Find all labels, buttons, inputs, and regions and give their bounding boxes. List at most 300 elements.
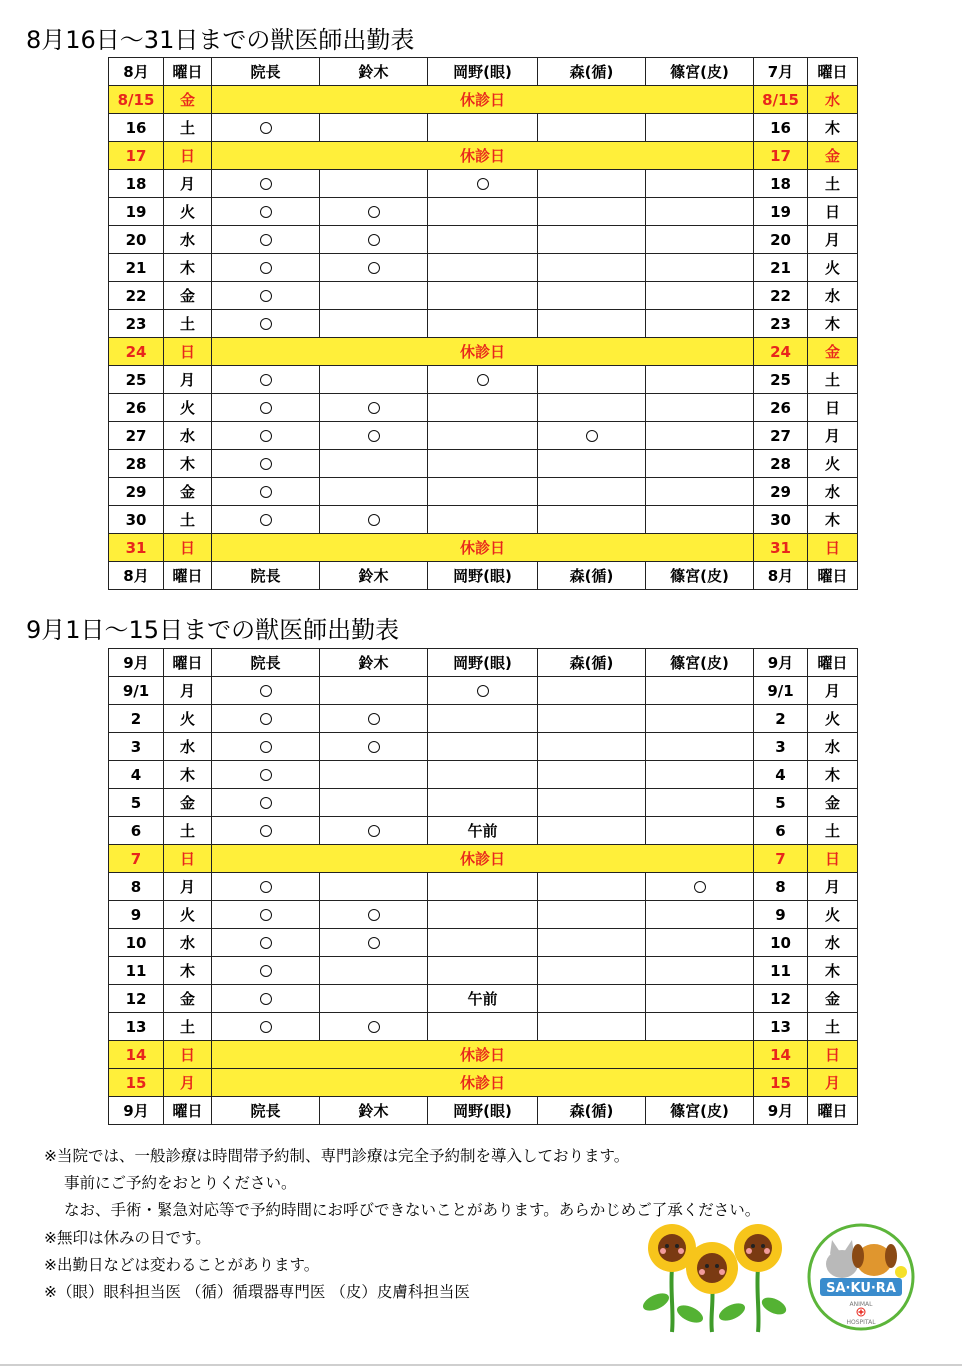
director-attendance-cell [212, 478, 320, 506]
weekday-cell: 金 [164, 478, 212, 506]
date-cell: 16 [109, 114, 164, 142]
attendance-circle-icon [260, 318, 272, 330]
okano-attendance-cell [428, 226, 538, 254]
director-attendance-cell [212, 366, 320, 394]
table-header-row-cell: 9月 [754, 649, 808, 677]
okano-attendance-cell [428, 929, 538, 957]
date-right-cell: 23 [754, 310, 808, 338]
attendance-circle-icon [368, 713, 380, 725]
attendance-circle-icon [368, 937, 380, 949]
table-row [109, 114, 858, 142]
table-footer-row-cell: 9月 [754, 1097, 808, 1125]
table-footer-row-cell: 森(循) [538, 562, 646, 590]
date-cell: 12 [109, 985, 164, 1013]
attendance-circle-icon [368, 234, 380, 246]
date-right-cell: 30 [754, 506, 808, 534]
date-right-cell: 24 [754, 338, 808, 366]
mori-attendance-cell [538, 1013, 646, 1041]
date-cell: 17 [109, 142, 164, 170]
shinomiya-attendance-cell [646, 422, 754, 450]
weekday-right-cell: 土 [808, 170, 858, 198]
date-cell: 14 [109, 1041, 164, 1069]
table-header-row-cell: 曜日 [164, 649, 212, 677]
table-row [109, 142, 858, 170]
date-cell: 24 [109, 338, 164, 366]
weekday-right-cell: 日 [808, 534, 858, 562]
attendance-circle-icon [260, 430, 272, 442]
table-row [109, 901, 858, 929]
table-footer-row-cell: 8月 [754, 562, 808, 590]
table-row [109, 450, 858, 478]
weekday-right-cell: 日 [808, 198, 858, 226]
okano-attendance-cell [428, 789, 538, 817]
closed-day-cell: 休診日 [212, 534, 754, 562]
mori-attendance-cell [538, 873, 646, 901]
table-row [109, 534, 858, 562]
table-footer-row-cell: 曜日 [808, 1097, 858, 1125]
okano-attendance-cell [428, 873, 538, 901]
mori-attendance-cell [538, 817, 646, 845]
date-right-cell: 9/1 [754, 677, 808, 705]
director-attendance-cell [212, 705, 320, 733]
table-row [109, 394, 858, 422]
okano-attendance-cell [428, 705, 538, 733]
date-cell: 13 [109, 1013, 164, 1041]
sakura-hospital-logo [806, 1222, 916, 1332]
weekday-cell: 水 [164, 226, 212, 254]
closed-day-cell: 休診日 [212, 1041, 754, 1069]
mori-attendance-cell [538, 733, 646, 761]
table-row [109, 170, 858, 198]
weekday-cell: 月 [164, 873, 212, 901]
table-header-row [109, 58, 858, 86]
weekday-cell: 木 [164, 761, 212, 789]
bottom-divider [0, 1364, 962, 1366]
suzuki-attendance-cell [320, 733, 428, 761]
weekday-right-cell: 月 [808, 873, 858, 901]
table-row [109, 789, 858, 817]
okano-attendance-cell [428, 506, 538, 534]
date-cell: 19 [109, 198, 164, 226]
date-cell: 31 [109, 534, 164, 562]
okano-attendance-cell [428, 677, 538, 705]
weekday-right-cell: 木 [808, 114, 858, 142]
director-attendance-cell [212, 985, 320, 1013]
date-right-cell: 12 [754, 985, 808, 1013]
table-row [109, 1013, 858, 1041]
mori-attendance-cell [538, 422, 646, 450]
date-cell: 25 [109, 366, 164, 394]
director-attendance-cell [212, 450, 320, 478]
table-row [109, 478, 858, 506]
date-cell: 11 [109, 957, 164, 985]
note-reservation-delay: なお、手術・緊急対応等で予約時間にお呼びできないことがあります。あらかじめご了承ください。 [64, 1201, 761, 1220]
okano-attendance-cell [428, 394, 538, 422]
weekday-right-cell: 日 [808, 1041, 858, 1069]
weekday-right-cell: 金 [808, 789, 858, 817]
table-row [109, 506, 858, 534]
suzuki-attendance-cell [320, 506, 428, 534]
weekday-cell: 木 [164, 957, 212, 985]
suzuki-attendance-cell [320, 226, 428, 254]
weekday-right-cell: 月 [808, 1069, 858, 1097]
attendance-circle-icon [694, 881, 706, 893]
okano-attendance-cell [428, 957, 538, 985]
shinomiya-attendance-cell [646, 506, 754, 534]
weekday-cell: 金 [164, 86, 212, 114]
table-footer-row-cell: 院長 [212, 1097, 320, 1125]
attendance-circle-icon [260, 402, 272, 414]
table-header-row-cell: 森(循) [538, 649, 646, 677]
date-right-cell: 17 [754, 142, 808, 170]
date-right-cell: 10 [754, 929, 808, 957]
okano-attendance-cell [428, 450, 538, 478]
director-attendance-cell [212, 114, 320, 142]
table-row [109, 1069, 858, 1097]
weekday-cell: 木 [164, 254, 212, 282]
date-right-cell: 11 [754, 957, 808, 985]
date-cell: 30 [109, 506, 164, 534]
mori-attendance-cell [538, 310, 646, 338]
okano-attendance-cell [428, 1013, 538, 1041]
weekday-cell: 水 [164, 929, 212, 957]
director-attendance-cell [212, 394, 320, 422]
table-row [109, 338, 858, 366]
shinomiya-attendance-cell [646, 789, 754, 817]
mori-attendance-cell [538, 761, 646, 789]
okano-attendance-cell [428, 254, 538, 282]
okano-attendance-cell [428, 733, 538, 761]
table-row [109, 985, 858, 1013]
date-right-cell: 29 [754, 478, 808, 506]
mori-attendance-cell [538, 789, 646, 817]
weekday-right-cell: 日 [808, 845, 858, 873]
table-header-row-cell: 岡野(眼) [428, 58, 538, 86]
table-header-row-cell: 岡野(眼) [428, 649, 538, 677]
date-cell: 4 [109, 761, 164, 789]
date-cell: 21 [109, 254, 164, 282]
date-right-cell: 8/15 [754, 86, 808, 114]
attendance-circle-icon [586, 430, 598, 442]
table-header-row-cell: 9月 [109, 649, 164, 677]
suzuki-attendance-cell [320, 394, 428, 422]
table-row [109, 929, 858, 957]
suzuki-attendance-cell [320, 254, 428, 282]
weekday-cell: 月 [164, 170, 212, 198]
shinomiya-attendance-cell [646, 957, 754, 985]
attendance-circle-icon [260, 993, 272, 1005]
director-attendance-cell [212, 422, 320, 450]
weekday-cell: 金 [164, 985, 212, 1013]
attendance-circle-icon [368, 514, 380, 526]
date-right-cell: 13 [754, 1013, 808, 1041]
table-footer-row-cell: 篠宮(皮) [646, 562, 754, 590]
note-specialties: ※（眼）眼科担当医 （循）循環器専門医 （皮）皮膚科担当医 [44, 1283, 470, 1302]
date-right-cell: 6 [754, 817, 808, 845]
weekday-right-cell: 月 [808, 226, 858, 254]
weekday-cell: 月 [164, 677, 212, 705]
table-header-row-cell: 曜日 [164, 58, 212, 86]
date-right-cell: 22 [754, 282, 808, 310]
mori-attendance-cell [538, 198, 646, 226]
attendance-circle-icon [260, 234, 272, 246]
date-cell: 5 [109, 789, 164, 817]
table-header-row [109, 649, 858, 677]
shinomiya-attendance-cell [646, 226, 754, 254]
date-right-cell: 25 [754, 366, 808, 394]
okano-attendance-cell [428, 198, 538, 226]
director-attendance-cell [212, 957, 320, 985]
weekday-right-cell: 月 [808, 677, 858, 705]
shinomiya-attendance-cell [646, 282, 754, 310]
table-footer-row-cell: 篠宮(皮) [646, 1097, 754, 1125]
date-right-cell: 8 [754, 873, 808, 901]
attendance-circle-icon [260, 178, 272, 190]
shinomiya-attendance-cell [646, 1013, 754, 1041]
date-cell: 9 [109, 901, 164, 929]
okano-attendance-cell [428, 901, 538, 929]
mori-attendance-cell [538, 506, 646, 534]
note-reservation-advance: 事前にご予約をおとりください。 [64, 1174, 297, 1193]
director-attendance-cell [212, 817, 320, 845]
attendance-circle-icon [260, 262, 272, 274]
suzuki-attendance-cell [320, 198, 428, 226]
table-footer-row-cell: 曜日 [164, 1097, 212, 1125]
weekday-cell: 火 [164, 705, 212, 733]
weekday-cell: 土 [164, 1013, 212, 1041]
closed-day-cell: 休診日 [212, 86, 754, 114]
weekday-right-cell: 火 [808, 254, 858, 282]
shinomiya-attendance-cell [646, 394, 754, 422]
weekday-right-cell: 日 [808, 394, 858, 422]
mori-attendance-cell [538, 929, 646, 957]
table-row [109, 845, 858, 873]
attendance-circle-icon [260, 514, 272, 526]
weekday-cell: 木 [164, 450, 212, 478]
weekday-cell: 月 [164, 366, 212, 394]
closed-day-cell: 休診日 [212, 142, 754, 170]
weekday-right-cell: 木 [808, 957, 858, 985]
okano-attendance-cell: 午前 [428, 817, 538, 845]
table-row [109, 733, 858, 761]
attendance-circle-icon [368, 825, 380, 837]
attendance-circle-icon [260, 122, 272, 134]
logo-name: SA·KU·RA [826, 1281, 896, 1296]
date-right-cell: 28 [754, 450, 808, 478]
table-row [109, 226, 858, 254]
date-right-cell: 18 [754, 170, 808, 198]
table-row [109, 705, 858, 733]
date-cell: 28 [109, 450, 164, 478]
table-header-row-cell: 曜日 [808, 649, 858, 677]
suzuki-attendance-cell [320, 114, 428, 142]
table-row [109, 198, 858, 226]
director-attendance-cell [212, 254, 320, 282]
attendance-circle-icon [260, 741, 272, 753]
weekday-cell: 日 [164, 142, 212, 170]
attendance-circle-icon [260, 937, 272, 949]
shinomiya-attendance-cell [646, 733, 754, 761]
table-row [109, 873, 858, 901]
schedule-table-august [108, 57, 858, 590]
mori-attendance-cell [538, 478, 646, 506]
attendance-circle-icon [368, 909, 380, 921]
date-cell: 2 [109, 705, 164, 733]
mori-attendance-cell [538, 282, 646, 310]
date-right-cell: 19 [754, 198, 808, 226]
attendance-circle-icon [368, 1021, 380, 1033]
date-cell: 7 [109, 845, 164, 873]
date-cell: 22 [109, 282, 164, 310]
shinomiya-attendance-cell [646, 310, 754, 338]
attendance-circle-icon [368, 430, 380, 442]
table-footer-row [109, 562, 858, 590]
table-footer-row-cell: 岡野(眼) [428, 1097, 538, 1125]
director-attendance-cell [212, 226, 320, 254]
date-cell: 26 [109, 394, 164, 422]
attendance-circle-icon [260, 713, 272, 725]
suzuki-attendance-cell [320, 366, 428, 394]
table-footer-row-cell: 8月 [109, 562, 164, 590]
shinomiya-attendance-cell [646, 901, 754, 929]
weekday-cell: 日 [164, 338, 212, 366]
director-attendance-cell [212, 170, 320, 198]
date-right-cell: 20 [754, 226, 808, 254]
suzuki-attendance-cell [320, 789, 428, 817]
table-row [109, 1041, 858, 1069]
date-cell: 10 [109, 929, 164, 957]
weekday-right-cell: 水 [808, 86, 858, 114]
weekday-right-cell: 木 [808, 761, 858, 789]
mori-attendance-cell [538, 394, 646, 422]
sunflowers-illustration [632, 1222, 792, 1334]
mori-attendance-cell [538, 226, 646, 254]
shinomiya-attendance-cell [646, 817, 754, 845]
table-header-row-cell: 院長 [212, 649, 320, 677]
table-header-row-cell: 院長 [212, 58, 320, 86]
shinomiya-attendance-cell [646, 677, 754, 705]
shinomiya-attendance-cell [646, 450, 754, 478]
weekday-right-cell: 木 [808, 506, 858, 534]
table-header-row-cell: 曜日 [808, 58, 858, 86]
weekday-right-cell: 水 [808, 733, 858, 761]
date-right-cell: 7 [754, 845, 808, 873]
shinomiya-attendance-cell [646, 254, 754, 282]
mori-attendance-cell [538, 705, 646, 733]
weekday-cell: 金 [164, 789, 212, 817]
date-right-cell: 27 [754, 422, 808, 450]
table-footer-row-cell: 9月 [109, 1097, 164, 1125]
suzuki-attendance-cell [320, 422, 428, 450]
date-cell: 15 [109, 1069, 164, 1097]
date-right-cell: 15 [754, 1069, 808, 1097]
suzuki-attendance-cell [320, 901, 428, 929]
logo-sub-animal: ANIMAL [849, 1301, 873, 1308]
mori-attendance-cell [538, 677, 646, 705]
attendance-circle-icon [260, 458, 272, 470]
shinomiya-attendance-cell [646, 114, 754, 142]
attendance-circle-icon [260, 374, 272, 386]
okano-attendance-cell [428, 170, 538, 198]
attendance-circle-icon [260, 486, 272, 498]
closed-day-cell: 休診日 [212, 1069, 754, 1097]
table-row [109, 254, 858, 282]
mori-attendance-cell [538, 450, 646, 478]
table-footer-row-cell: 院長 [212, 562, 320, 590]
date-right-cell: 5 [754, 789, 808, 817]
attendance-circle-icon [260, 797, 272, 809]
date-cell: 29 [109, 478, 164, 506]
mori-attendance-cell [538, 254, 646, 282]
date-cell: 8 [109, 873, 164, 901]
mori-attendance-cell [538, 170, 646, 198]
weekday-right-cell: 水 [808, 282, 858, 310]
weekday-right-cell: 月 [808, 422, 858, 450]
director-attendance-cell [212, 506, 320, 534]
attendance-circle-icon [260, 965, 272, 977]
director-attendance-cell [212, 929, 320, 957]
table-row [109, 957, 858, 985]
date-right-cell: 26 [754, 394, 808, 422]
director-attendance-cell [212, 198, 320, 226]
weekday-cell: 日 [164, 1041, 212, 1069]
director-attendance-cell [212, 873, 320, 901]
table-header-row-cell: 8月 [109, 58, 164, 86]
weekday-cell: 水 [164, 422, 212, 450]
okano-attendance-cell [428, 366, 538, 394]
shinomiya-attendance-cell [646, 985, 754, 1013]
weekday-right-cell: 金 [808, 985, 858, 1013]
date-right-cell: 2 [754, 705, 808, 733]
weekday-cell: 土 [164, 506, 212, 534]
shinomiya-attendance-cell [646, 170, 754, 198]
table-footer-row-cell: 曜日 [164, 562, 212, 590]
table-header-row-cell: 鈴木 [320, 58, 428, 86]
okano-attendance-cell [428, 761, 538, 789]
weekday-right-cell: 土 [808, 817, 858, 845]
suzuki-attendance-cell [320, 957, 428, 985]
date-cell: 18 [109, 170, 164, 198]
table-footer-row-cell: 曜日 [808, 562, 858, 590]
director-attendance-cell [212, 1013, 320, 1041]
shinomiya-attendance-cell [646, 873, 754, 901]
table-footer-row-cell: 森(循) [538, 1097, 646, 1125]
attendance-circle-icon [260, 206, 272, 218]
attendance-circle-icon [260, 1021, 272, 1033]
shinomiya-attendance-cell [646, 761, 754, 789]
weekday-cell: 火 [164, 394, 212, 422]
schedule-table-september [108, 648, 858, 1125]
table-header-row-cell: 鈴木 [320, 649, 428, 677]
suzuki-attendance-cell [320, 817, 428, 845]
table-row [109, 677, 858, 705]
suzuki-attendance-cell [320, 1013, 428, 1041]
table-header-row-cell: 篠宮(皮) [646, 58, 754, 86]
date-cell: 20 [109, 226, 164, 254]
attendance-circle-icon [260, 825, 272, 837]
attendance-circle-icon [260, 881, 272, 893]
okano-attendance-cell [428, 310, 538, 338]
logo-sub-hospital: HOSPITAL [846, 1319, 876, 1326]
shinomiya-attendance-cell [646, 929, 754, 957]
director-attendance-cell [212, 677, 320, 705]
suzuki-attendance-cell [320, 761, 428, 789]
director-attendance-cell [212, 789, 320, 817]
suzuki-attendance-cell [320, 929, 428, 957]
attendance-circle-icon [477, 685, 489, 697]
weekday-cell: 水 [164, 733, 212, 761]
date-cell: 9/1 [109, 677, 164, 705]
